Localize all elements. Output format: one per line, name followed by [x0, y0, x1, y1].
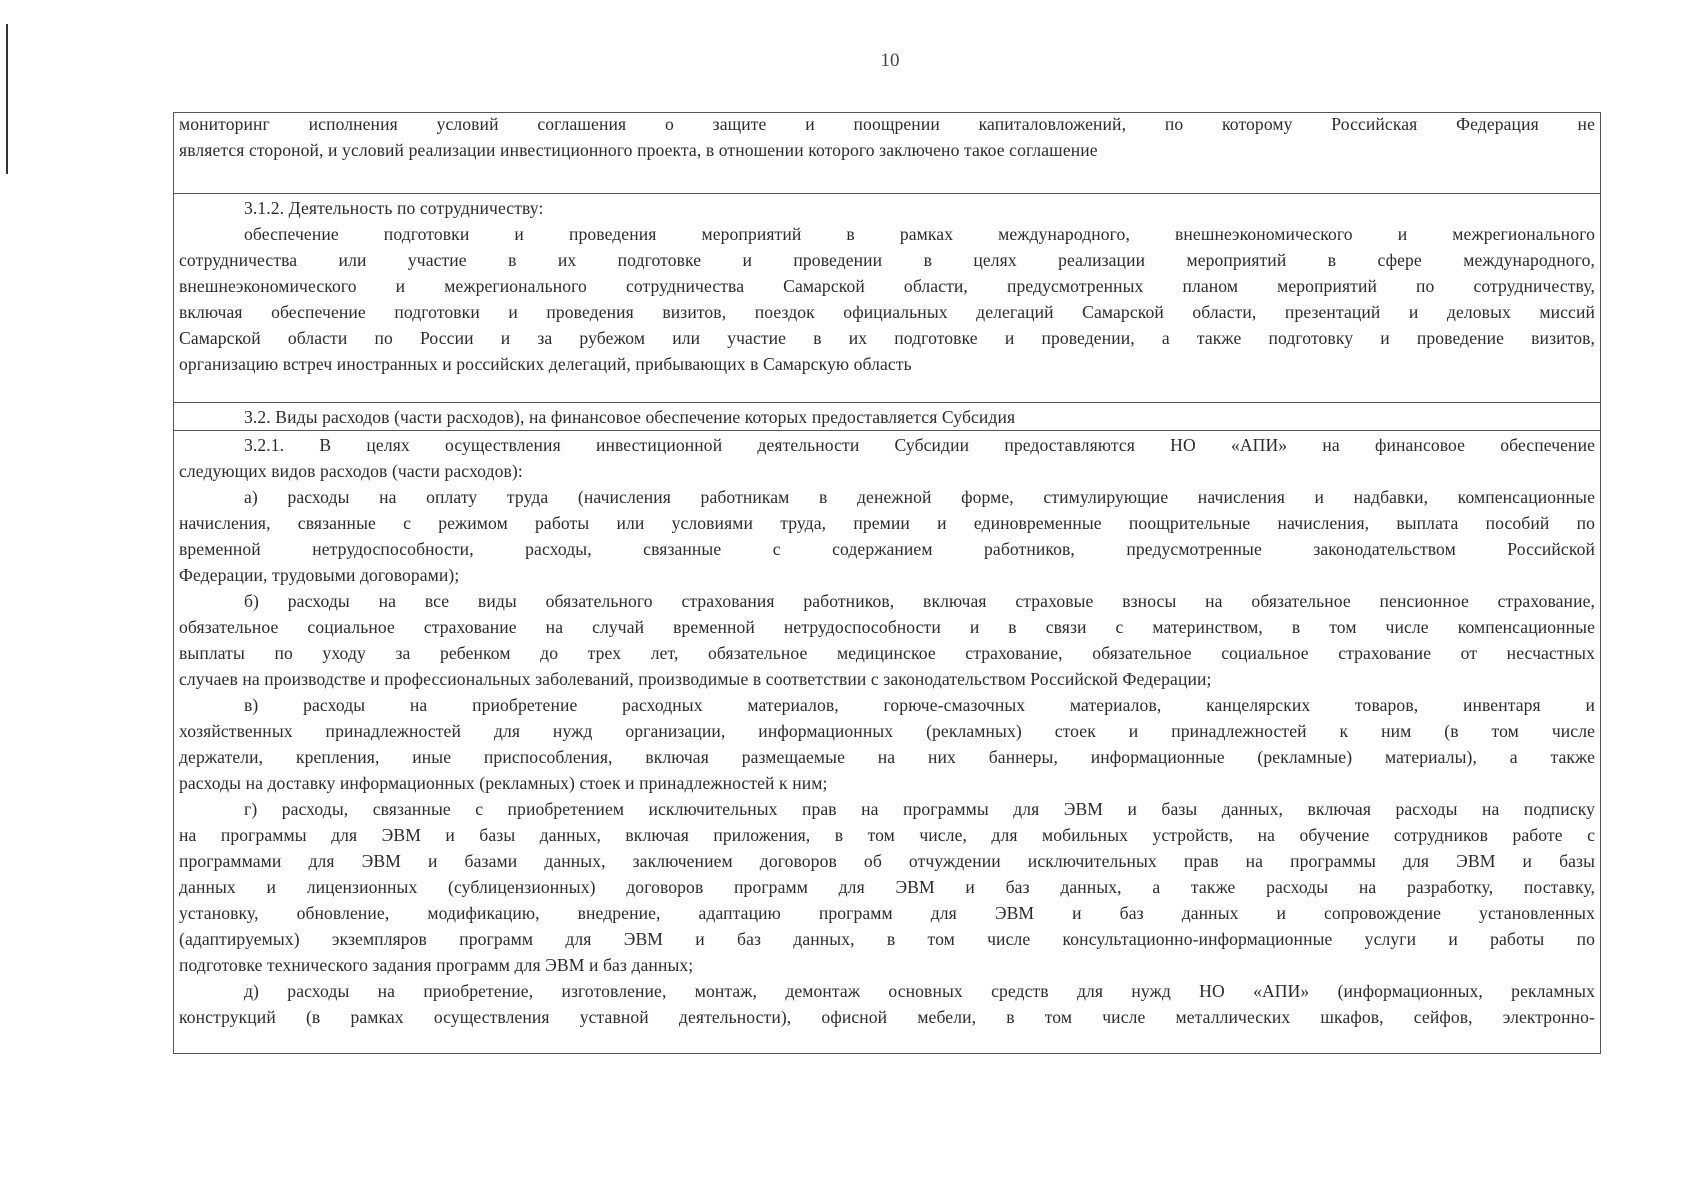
expenses-line: обязательное социальное страхование на случай временной нетрудоспособности и в связи с материнством, в том числе компенсационные	[179, 617, 1595, 637]
row-divider	[174, 402, 1600, 403]
expenses-line: а) расходы на оплату труда (начисления работникам в денежной форме, стимулирующие начисления и надбавки, компенсационные	[244, 487, 1595, 507]
expenses-line: д) расходы на приобретение, изготовление, монтаж, демонтаж основных средств для нужд НО «АПИ» (информационных, рекламных	[244, 981, 1595, 1001]
expenses-line: выплаты по уходу за ребенком до трех лет, обязательное медицинское страхование, обязательное социальное страхование от несчастных	[179, 643, 1595, 663]
expenses-line: Федерации, трудовыми договорами);	[179, 565, 460, 585]
expenses-line: данных и лицензионных (сублицензионных) договоров программ для ЭВМ и баз данных, а также расходы на разработку, поставку,	[179, 877, 1595, 897]
monitoring-line: мониторинг исполнения условий соглашения о защите и поощрении капиталовложений, по которому Российская Федерация не	[179, 114, 1595, 134]
expenses-line: подготовке технического задания программ для ЭВМ и баз данных;	[179, 955, 694, 975]
expenses-line: держатели, крепления, иные приспособления, включая размещаемые на них баннеры, информационные (рекламные) материалы), а также	[179, 747, 1595, 767]
expenses-line: установку, обновление, модификацию, внедрение, адаптацию программ для ЭВМ и баз данных и сопровождение установленных	[179, 903, 1595, 923]
cooperation-line: обеспечение подготовки и проведения мероприятий в рамках международного, внешнеэкономического и межрегионального	[244, 224, 1595, 244]
cooperation-line: сотрудничества или участие в их подготовке и проведении в целях реализации мероприятий в сфере международного,	[179, 250, 1595, 270]
expenses-line: на программы для ЭВМ и базы данных, включая приложения, в том числе, для мобильных устройств, на обучение сотрудников работе с	[179, 825, 1595, 845]
expenses-line: программами для ЭВМ и базами данных, заключением договоров об отчуждении исключительных прав на программы для ЭВМ и базы	[179, 851, 1595, 871]
expenses-line: (адаптируемых) экземпляров программ для ЭВМ и баз данных, в том числе консультационно-информационные услуги и работы по	[179, 929, 1595, 949]
cooperation-line: организацию встреч иностранных и российских делегаций, прибывающих в Самарскую область	[179, 354, 912, 374]
expenses-line: 3.2.1. В целях осуществления инвестиционной деятельности Субсидии предоставляются НО «АПИ» на финансовое обеспечение	[244, 435, 1595, 455]
expenses-line: следующих видов расходов (части расходов):	[179, 461, 523, 481]
expenses-line: хозяйственных принадлежностей для нужд организации, информационных (рекламных) стоек и принадлежностей к ним (в том числе	[179, 721, 1595, 741]
monitoring-line: является стороной, и условий реализации инвестиционного проекта, в отношении которого заключено такое соглашение	[179, 140, 1098, 160]
expenses-line: в) расходы на приобретение расходных материалов, горюче-смазочных материалов, канцелярских товаров, инвентаря и	[244, 695, 1595, 715]
document-table	[173, 112, 1601, 1054]
row-divider	[174, 193, 1600, 194]
expenses-line: начисления, связанные с режимом работы или условиями труда, премии и единовременные поощрительные начисления, выплата пособий по	[179, 513, 1595, 533]
expenses-line: расходы на доставку информационных (рекламных) стоек и принадлежностей к ним;	[179, 773, 828, 793]
row-divider	[174, 430, 1600, 431]
expenses-line: временной нетрудоспособности, расходы, связанные с содержанием работников, предусмотренные законодательством Российской	[179, 539, 1595, 559]
page-number: 10	[880, 50, 900, 71]
expenses-line: б) расходы на все виды обязательного страхования работников, включая страховые взносы на обязательное пенсионное страхование,	[244, 591, 1595, 611]
expenses-line: г) расходы, связанные с приобретением исключительных прав на программы для ЭВМ и базы данных, включая расходы на подписку	[244, 799, 1595, 819]
cooperation-line: внешнеэкономического и межрегионального сотрудничества Самарской области, предусмотренных планом мероприятий по сотрудничеству,	[179, 276, 1595, 296]
cooperation-heading: 3.1.2. Деятельность по сотрудничеству:	[244, 198, 544, 218]
cooperation-line: Самарской области по России и за рубежом или участие в их подготовке и проведении, а также подготовку и проведение визитов,	[179, 328, 1595, 348]
expenses-line: конструкций (в рамках осуществления уставной деятельности), офисной мебели, в том числе металлических шкафов, сейфов, электронно-	[179, 1007, 1595, 1027]
scan-edge-mark	[6, 24, 8, 174]
cooperation-line: включая обеспечение подготовки и проведения визитов, поездок официальных делегаций Самарской области, презентаций и деловых миссий	[179, 302, 1595, 322]
expenses-heading: 3.2. Виды расходов (части расходов), на финансовое обеспечение которых предоставляется Субсидия	[244, 407, 1016, 427]
expenses-line: случаев на производстве и профессиональных заболеваний, производимые в соответствии с законодательством Российской Федерации;	[179, 669, 1212, 689]
